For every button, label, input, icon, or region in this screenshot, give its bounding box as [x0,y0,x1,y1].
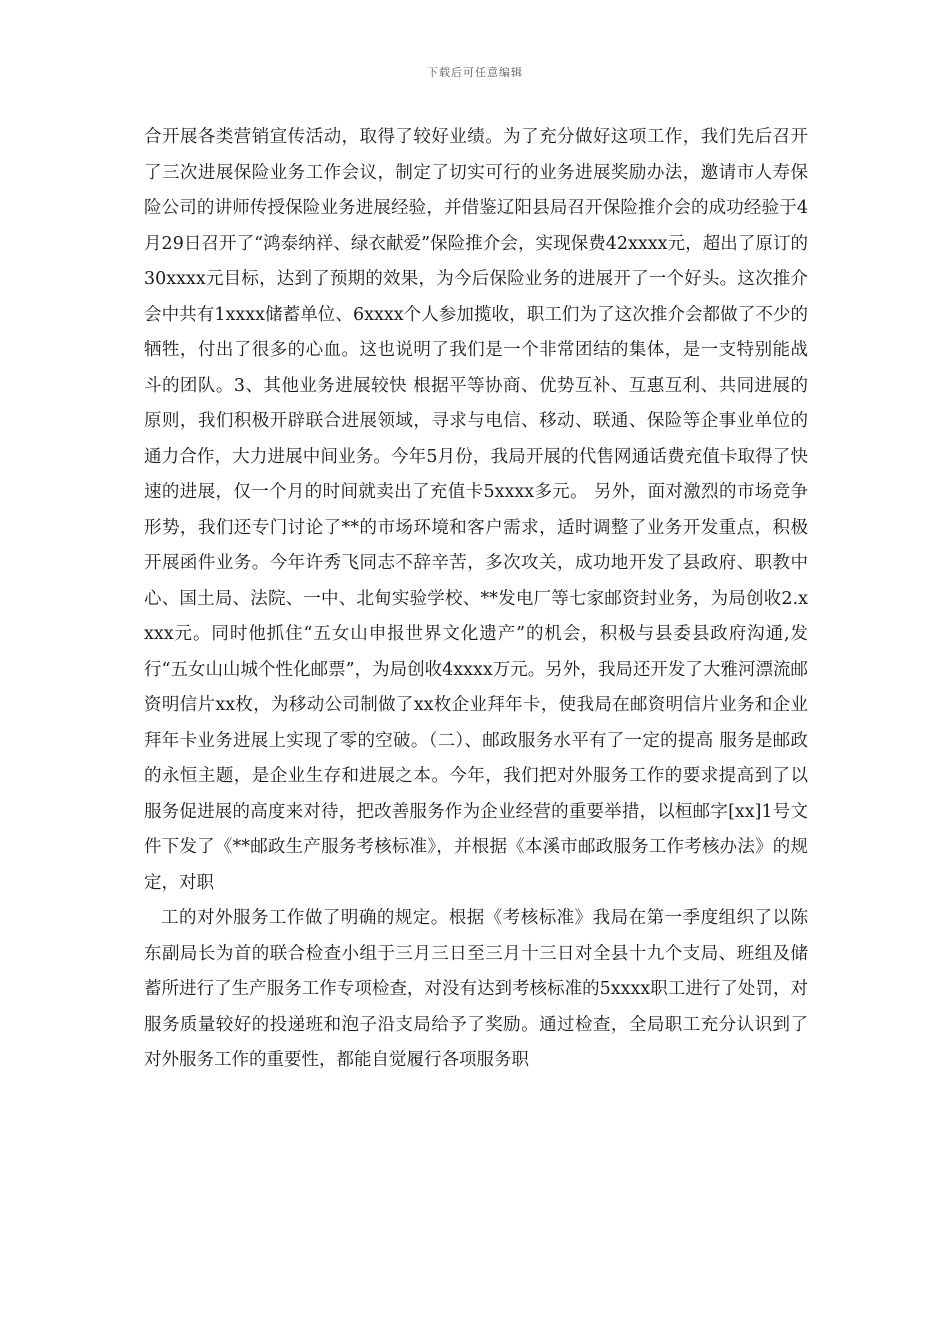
page-header: 下载后可任意编辑 [427,66,523,79]
body-paragraph: 工的对外服务工作做了明确的规定。根据《考核标准》我局在第一季度组织了以陈东副局长为首的联合检查小组于三月三日至三月十三日对全县十九个支局、班组及储蓄所进行了生产服务工作专项检查，对没有达到考核标准的5xxxx职工进行了处罚，对服务质量较好的投递班和泡子沿支局给予了奖励。通过检查，全局职工充分认识到了对外服务工作的重要性，都能自觉履行各项服务职 [144,908,808,1070]
document-body [144,120,808,1079]
body-paragraph: 合开展各类营销宣传活动，取得了较好业绩。为了充分做好这项工作，我们先后召开了三次进展保险业务工作会议，制定了切实可行的业务进展奖励办法，邀请市人寿保险公司的讲师传授保险业务进展经验，并借鉴辽阳县局召开保险推介会的成功经验于4月29日召开了“鸿泰纳祥、绿衣献爱”保险推介会，实现保费42xxxx元，超出了原订的30xxxx元目标，达到了预期的效果，为今后保险业务的进展开了一个好头。这次推介会中共有1xxxx储蓄单位、6xxxx个人参加揽收，职工们为了这次推介会都做了不少的牺牲，付出了很多的心血。这也说明了我们是一个非常团结的集体，是一支特别能战斗的团队。3、其他业务进展较快 根据平等协商、优势互补、互惠互利、共同进展的原则，我们积极开辟联合进展领域，寻求与电信、移动、联通、保险等企事业单位的通力合作，大力进展中间业务。今年5月份，我局开展的代售网通话费充值卡取得了快速的进展，仅一个月的时间就卖出了充值卡5xxxx多元。 另外，面对激烈的市场竞争形势，我们还专门讨论了**的市场环境和客户需求，适时调整了业务开发重点，积极开展函件业务。今年许秀飞同志不辞辛苦，多次攻关，成功地开发了县政府、职教中心、国土局、法院、一中、北甸实验学校、**发电厂等七家邮资封业务，为局创收2.xxxx元。同时他抓住“五女山申报世界文化遗产”的机会，积极与县委县政府沟通,发行“五女山山城个性化邮票”，为局创收4xxxx万元。另外，我局还开发了大雅河漂流邮资明信片xx枚，为移动公司制做了xx枚企业拜年卡，使我局在邮资明信片业务和企业拜年卡业务进展上实现了零的空破。（二）、邮政服务水平有了一定的提高 服务是邮政的永恒主题，是企业生存和进展之本。今年，我们把对外服务工作的要求提高到了以服务促进展的高度来对待，把改善服务作为企业经营的重要举措，以桓邮字[xx]1号文件下发了《**邮政生产服务考核标准》，并根据《本溪市邮政服务工作考核办法》的规定，对职 [144,127,808,893]
